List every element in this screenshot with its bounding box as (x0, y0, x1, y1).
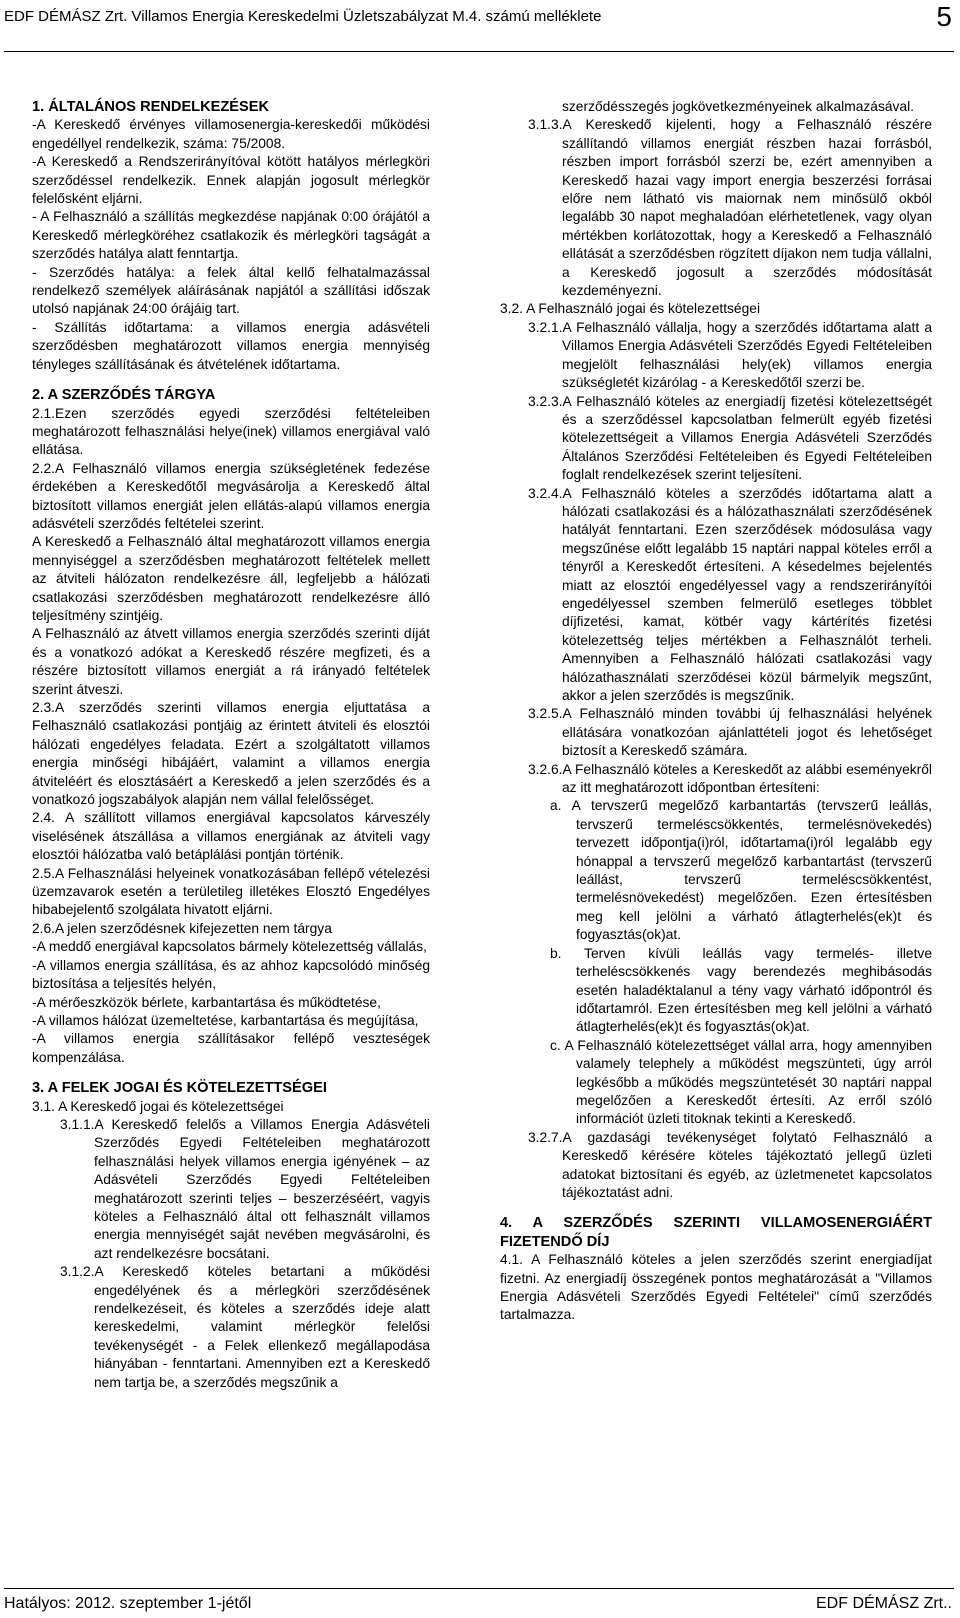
document-title: EDF DÉMÁSZ Zrt. Villamos Energia Kereskedelmi Üzletszabályzat M.4. számú melléklete (4, 8, 602, 25)
spacer (32, 1067, 430, 1079)
clause-3-2-5: 3.2.5.A Felhasználó minden további új felhasználási helyének ellátására vonatkozóan ajánlattételi jogot és lehetőséget biztosít a Kereskedő számára. (528, 706, 932, 759)
clause-2-6: 2.6.A jelen szerződésnek kifejezetten nem tárgya (32, 920, 332, 936)
clause-3-1-1: 3.1.1.A Kereskedő felelős a Villamos Energia Adásvételi Szerződés Egyedi Feltételeiben meghatározott felhasználási helyek villamos energia igényének – az Adásvételi Szerződés Egyedi Feltételeiben meghatározott szerinti teljes – beszerzéséért, vagyis köteles a Felhasználó által ott felhasznált villamos energia mennyiségét saját nevében megvásárolni, és azt rendelkezésre bocsátani. (60, 1116, 430, 1261)
clause-2-2: 2.2.A Felhasználó villamos energia szükségletének fedezése érdekében a Kereskedőtől megvásárolja a Kereskedő által biztosított villamos energiát jelen ellátás-alapú villamos energia adásvételi szerződés feltételei szerint. (32, 460, 430, 531)
list-item: -A mérőeszközök bérlete, karbantartása és működtetése, (32, 994, 381, 1010)
section-4-heading: 4. A SZERZŐDÉS SZERINTI VILLAMOSENERGIÁÉRT FIZETENDŐ DÍJ (500, 1215, 932, 1250)
clause-4-1: 4.1. A Felhasználó köteles a jelen szerződés szerint energiadíjat fizetni. Az energiadíj összegének pontos meghatározását a "Villamos Energia Adásvételi Szerződés Egyedi Feltételei" című szerződés tartalmazza. (500, 1252, 932, 1323)
list-item-b: b. Terven kívüli leállás vagy termelés- illetve terheléscsökkenés vagy berendezés meghibásodás esetén haladéktalanul a tény vagy várható időpontról és időtartamról. Ezen értesítésben meg kell jelölni a várható átlagterhelés(ek)t és fogyasztás(ok)at. (550, 945, 932, 1035)
clause-2-2-b: A Kereskedő a Felhasználó által meghatározott villamos energia mennyiséggel a szerződésben meghatározott feltételek mellett az átviteli hálózaton rendelkezésre áll, legfeljebb a hálózati csatlakozási szerződésben meghatározott rendelkezésre álló teljesítmény szintjéig. (32, 534, 430, 623)
clause-2-1: 2.1.Ezen szerződés egyedi szerződési feltételeiben meghatározott felhasználási helye(inek) villamos energiával való ellátása. (32, 405, 430, 458)
list-item: -A villamos energia szállításakor fellépő veszteségek kompenzálása. (32, 1031, 430, 1065)
section-3-heading: 3. A FELEK JOGAI ÉS KÖTELEZETTSÉGEI (32, 1080, 327, 1097)
page-footer (4, 1588, 954, 1618)
list-item: -A villamos hálózat üzemeltetése, karbantartása és megújítása, (32, 1012, 419, 1028)
list-item-a: a. A tervszerű megelőző karbantartás (tervszerű leállás, tervszerű termeléscsökkentés, termelésnövekedés) tervezett időpontja(i)ról, időtartama(i)ról legalább egy hónappal a tervszerű megelőző karbantartást (tervszerű leállást, tervszerű termeléscsökkentést, termelésnövekedést) megelőzően. Ezen értesítésben meg kell jelölni a várható átlagterhelés(ek)t és fogyasztás(ok)at. (550, 798, 932, 943)
right-column (500, 98, 932, 1325)
paragraph: -A Kereskedő a Rendszerirányítóval kötött hatályos mérlegköri szerződéssel rendelkezik. Ennek alapján jogosult mérlegkör felelősként eljárni. (32, 154, 430, 207)
clause-3-2-4: 3.2.4.A Felhasználó köteles a szerződés időtartama alatt a hálózati csatlakozási és a hálózathasználati szerződésének hatályát fenntartani. Ezen szerződések módosulása vagy megszűnése előtt legalább 15 naptári nappal köteles erről a tényről a Kereskedőt értesíteni. A késedelmes bejelentés miatt az elosztói engedélyessel vagy a rendszerirányítói engedélyessel szemben felmerülő esetleges többlet díjfizetési, kamat, kötbér vagy kártérítés fizetési kötelezettség teljes mértékben a Felhasználót terheli. Amennyiben a Felhasználó hálózati csatlakozási vagy hálózathasználati szerződései közül bármelyik megszűnt, akkor a jelen szerződés is megszűnik. (528, 485, 932, 703)
clause-3-2-6: 3.2.6.A Felhasználó köteles a Kereskedőt az alábbi eseményekről az itt meghatározott időpontban értesíteni: (528, 761, 932, 796)
page-number: 5 (936, 1, 952, 32)
section-1-heading: 1. ÁLTALÁNOS RENDELKEZÉSEK (32, 99, 270, 115)
paragraph: - A Felhasználó a szállítás megkezdése napjának 0:00 órájától a Kereskedő mérlegköréhez csatlakozik és mérlegköri tagságát a szerződés hatálya alatt fenntartja. (32, 209, 430, 262)
clause-3-2-3: 3.2.3.A Felhasználó köteles az energiadíj fizetési kötelezettségét és a szerződéssel kapcsolatban felmerült egyéb fizetési kötelezettségeit a Villamos Energia Adásvételi Szerződés Általános Szerződési Feltételeiben és Egyedi Feltételeiben foglalt rendelkezések szerint teljesíteni. (528, 393, 932, 483)
company-name: EDF DÉMÁSZ Zrt.. (816, 1595, 952, 1612)
list-item-c: c. A Felhasználó kötelezettséget vállal arra, hogy amennyiben valamely telephely a működést megszünteti, úgy arról legkésőbb a működés megszüntetését 30 naptári nappal megelőzően a Kereskedőt értesíti. Az erről szóló információt üzleti titoknak tekinti a Kereskedő. (550, 1037, 932, 1127)
list-item: -A meddő energiával kapcsolatos bármely kötelezettség vállalás, (32, 939, 427, 955)
spacer (32, 374, 430, 386)
paragraph: - Szállítás időtartama: a villamos energia adásvételi szerződésben meghatározott villamos energia mennyiség tényleges szállításának és átvételének időtartama. (32, 319, 430, 372)
list-item: -A villamos energia szállítása, és az ahhoz kapcsolódó minőség biztosítása a teljesítés helyén, (32, 957, 430, 992)
section-2-heading: 2. A SZERZŐDÉS TÁRGYA (32, 387, 216, 404)
clause-3-2-1: 3.2.1.A Felhasználó vállalja, hogy a szerződés időtartama alatt a Villamos Energia Adásvételi Szerződés Egyedi Feltételeiben megjelölt felhasználási hely(ek) villamos energia szükségletét kizárólag - a Kereskedőtől szerzi be. (528, 319, 932, 391)
clause-3-1-2-continued: szerződésszegés jogkövetkezményeinek alkalmazásával. (562, 99, 914, 114)
effective-date: Hatályos: 2012. szeptember 1-jétől (4, 1595, 252, 1612)
page-header (4, 3, 954, 52)
clause-3-1-3: 3.1.3.A Kereskedő kijelenti, hogy a Felhasználó részére szállítandó villamos energiát részben hazai forrásból, részben import forrásból szerzi be, ezért amennyiben a Kereskedő hazai vagy import energia beszerzési forrásai előre nem látható vis maiornak nem minősülő okból legalább 30 napot meghaladóan elérhetetlenek, vagy olyan mértékben korlátozottak, hogy a Kereskedő a Felhasználó ellátását a szerződésben rögzített díjakon nem tudja vállalni, a Kereskedő jogosult a szerződés módosítását kezdeményezni. (528, 117, 932, 299)
clause-2-2-c: A Felhasználó az átvett villamos energia szerződés szerinti díját és a vonatkozó adókat a Kereskedő részére megfizeti, és a részére biztosított villamos energiát a rá irányadó feltételek szerint átveszi. (32, 626, 430, 697)
left-column (32, 98, 430, 1392)
subsection-3-1: 3.1. A Kereskedő jogai és kötelezettségei (32, 1098, 284, 1114)
paragraph: -A Kereskedő érvényes villamosenergia-kereskedői működési engedéllyel rendelkezik, száma: 75/2008. (32, 117, 430, 151)
spacer (500, 1202, 932, 1214)
subsection-3-2: 3.2. A Felhasználó jogai és kötelezettségei (500, 301, 761, 317)
clause-2-4: 2.4. A szállított villamos energiával kapcsolatos kárveszély viselésének átszállása a villamos energiának az átviteli vagy elosztói hálózatba való betáplálási pontján történik. (32, 810, 430, 863)
clause-2-3: 2.3.A szerződés szerinti villamos energia eljuttatása a Felhasználó csatlakozási pontjáig az érintett átviteli és elosztói hálózati engedélyes feladata. Ezért a szolgáltatott villamos energia minőségi hibájáért, valamint a villamos energia átviteléért és elosztásáért a Kereskedő a jelen szerződés és a vonatkozó jogszabályok alapján nem vállal felelősséget. (32, 700, 430, 808)
paragraph: - Szerződés hatálya: a felek által kellő felhatalmazással rendelkező személyek aláírásának napjától a szállítási időszak utolsó napjának 24:00 órájáig tart. (32, 264, 430, 317)
clause-2-5: 2.5.A Felhasználási helyeinek vonatkozásában fellépő vételezési üzemzavarok esetén a területileg illetékes Elosztó Engedélyes hibabejelentő szolgálata hivatott eljárni. (32, 865, 430, 918)
clause-3-2-7: 3.2.7.A gazdasági tevékenységet folytató Felhasználó a Kereskedő kérésére köteles tájékoztató jellegű üzleti adatokat biztosítani és egyéb, az üzletmenetet kapcsolatos tájékoztatást adni. (528, 1129, 932, 1200)
clause-3-1-2: 3.1.2.A Kereskedő köteles betartani a működési engedélyének és a mérlegköri szerződésének rendelkezéseit, és köteles a szerződés ideje alatt kereskedelmi, valamint mérlegkör felelősi tevékenységét - a Felek ellenkező megállapodása hiányában - fenntartani. Amennyiben ezt a Kereskedő nem tartja be, a szerződés megszűnik a (60, 1264, 430, 1390)
